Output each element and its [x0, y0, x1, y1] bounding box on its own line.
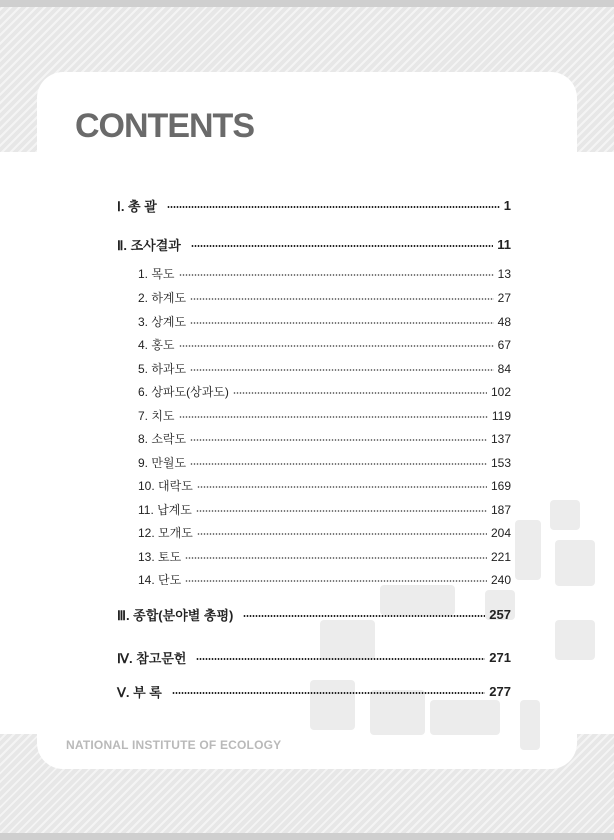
- toc-entry-label: 1. 목도: [138, 267, 175, 281]
- bottom-border: [0, 833, 614, 840]
- toc-entry-sub[interactable]: [138, 548, 511, 565]
- toc-page-number: 277: [489, 684, 511, 699]
- toc-entry-label: 8. 소락도: [138, 432, 187, 446]
- dot-leader: [190, 298, 494, 300]
- toc-entry-label: Ⅴ. 부 록: [117, 685, 162, 700]
- dot-leader: [196, 658, 485, 660]
- toc-page-number: 1: [503, 198, 511, 213]
- dot-leader: [190, 463, 487, 465]
- toc-page-number: 119: [491, 408, 511, 423]
- dot-leader: [190, 322, 494, 324]
- toc-entry-sub[interactable]: [138, 336, 511, 353]
- toc-entry-sub[interactable]: [138, 477, 511, 494]
- toc-page-number: 102: [490, 384, 511, 399]
- toc-entry-label: Ⅰ. 총 괄: [117, 199, 157, 214]
- toc-entry-label: 10. 대락도: [138, 479, 193, 493]
- toc-entry-label: 14. 단도: [138, 573, 182, 587]
- toc-entry-main[interactable]: [117, 605, 511, 624]
- page-title: CONTENTS: [75, 107, 254, 145]
- toc-entry-sub[interactable]: [138, 524, 511, 541]
- toc-page-number: 204: [490, 525, 511, 540]
- dot-leader: [190, 369, 494, 371]
- toc-entry-label: 12. 모개도: [138, 526, 193, 540]
- toc-page-number: 187: [490, 502, 511, 517]
- toc-entry-sub[interactable]: [138, 430, 511, 447]
- dot-leader: [233, 392, 487, 394]
- toc-entry-main[interactable]: [117, 235, 511, 254]
- toc-entry-label: 11. 납계도: [138, 503, 192, 517]
- dot-leader: [185, 557, 487, 559]
- toc-entry-sub[interactable]: [138, 313, 511, 330]
- toc-page-number: 169: [490, 478, 511, 493]
- dot-leader: [179, 274, 494, 276]
- toc-entry-label: 4. 홍도: [138, 338, 175, 352]
- toc-entry-label: 2. 하계도: [138, 291, 187, 305]
- toc-entry-label: 5. 하과도: [138, 362, 187, 376]
- toc-entry-label: Ⅳ. 참고문헌: [117, 651, 187, 666]
- dot-leader: [167, 206, 500, 208]
- toc-page-number: 271: [489, 650, 511, 665]
- toc-page-number: 221: [490, 549, 511, 564]
- dot-leader: [190, 439, 487, 441]
- toc-page-number: 137: [490, 431, 511, 446]
- toc-entry-label: 7. 치도: [138, 409, 175, 423]
- toc-entry-main[interactable]: [117, 648, 511, 667]
- dot-leader: [172, 692, 485, 694]
- toc-entry-sub[interactable]: [138, 454, 511, 471]
- toc-entry-sub[interactable]: [138, 501, 511, 518]
- dot-leader: [196, 510, 487, 512]
- toc-entry-sub[interactable]: [138, 360, 511, 377]
- dot-leader: [243, 615, 485, 617]
- toc-entry-label: 9. 만월도: [138, 456, 187, 470]
- toc-page-number: 240: [490, 572, 511, 587]
- toc-page-number: 13: [497, 266, 511, 281]
- toc-page-number: 153: [490, 455, 511, 470]
- toc-entry-main[interactable]: [117, 196, 511, 215]
- toc-entry-label: 13. 토도: [138, 550, 182, 564]
- toc-entry-label: 6. 상파도(상과도): [138, 385, 229, 399]
- dot-leader: [179, 416, 488, 418]
- toc-page-number: 27: [497, 290, 511, 305]
- dot-leader: [197, 486, 487, 488]
- toc-entry-sub[interactable]: [138, 407, 511, 424]
- toc-entry-sub[interactable]: [138, 383, 511, 400]
- toc-page-number: 84: [497, 361, 511, 376]
- dot-leader: [197, 533, 487, 535]
- toc-entry-main[interactable]: [117, 682, 511, 701]
- toc-page-number: 11: [497, 237, 511, 252]
- dot-leader: [191, 245, 493, 247]
- toc-page-number: 67: [497, 337, 511, 352]
- toc-entry-label: 3. 상계도: [138, 315, 187, 329]
- toc-entry-sub[interactable]: [138, 289, 511, 306]
- toc-entry-sub[interactable]: [138, 571, 511, 588]
- toc-page-number: 48: [497, 314, 511, 329]
- footer-org-name: NATIONAL INSTITUTE OF ECOLOGY: [66, 738, 282, 752]
- toc-page-number: 257: [489, 607, 511, 622]
- toc-entry-label: Ⅱ. 조사결과: [117, 238, 181, 253]
- toc-entry-label: Ⅲ. 종합(분야별 총평): [117, 608, 234, 623]
- toc-entry-sub[interactable]: [138, 265, 511, 282]
- dot-leader: [185, 580, 487, 582]
- dot-leader: [179, 345, 494, 347]
